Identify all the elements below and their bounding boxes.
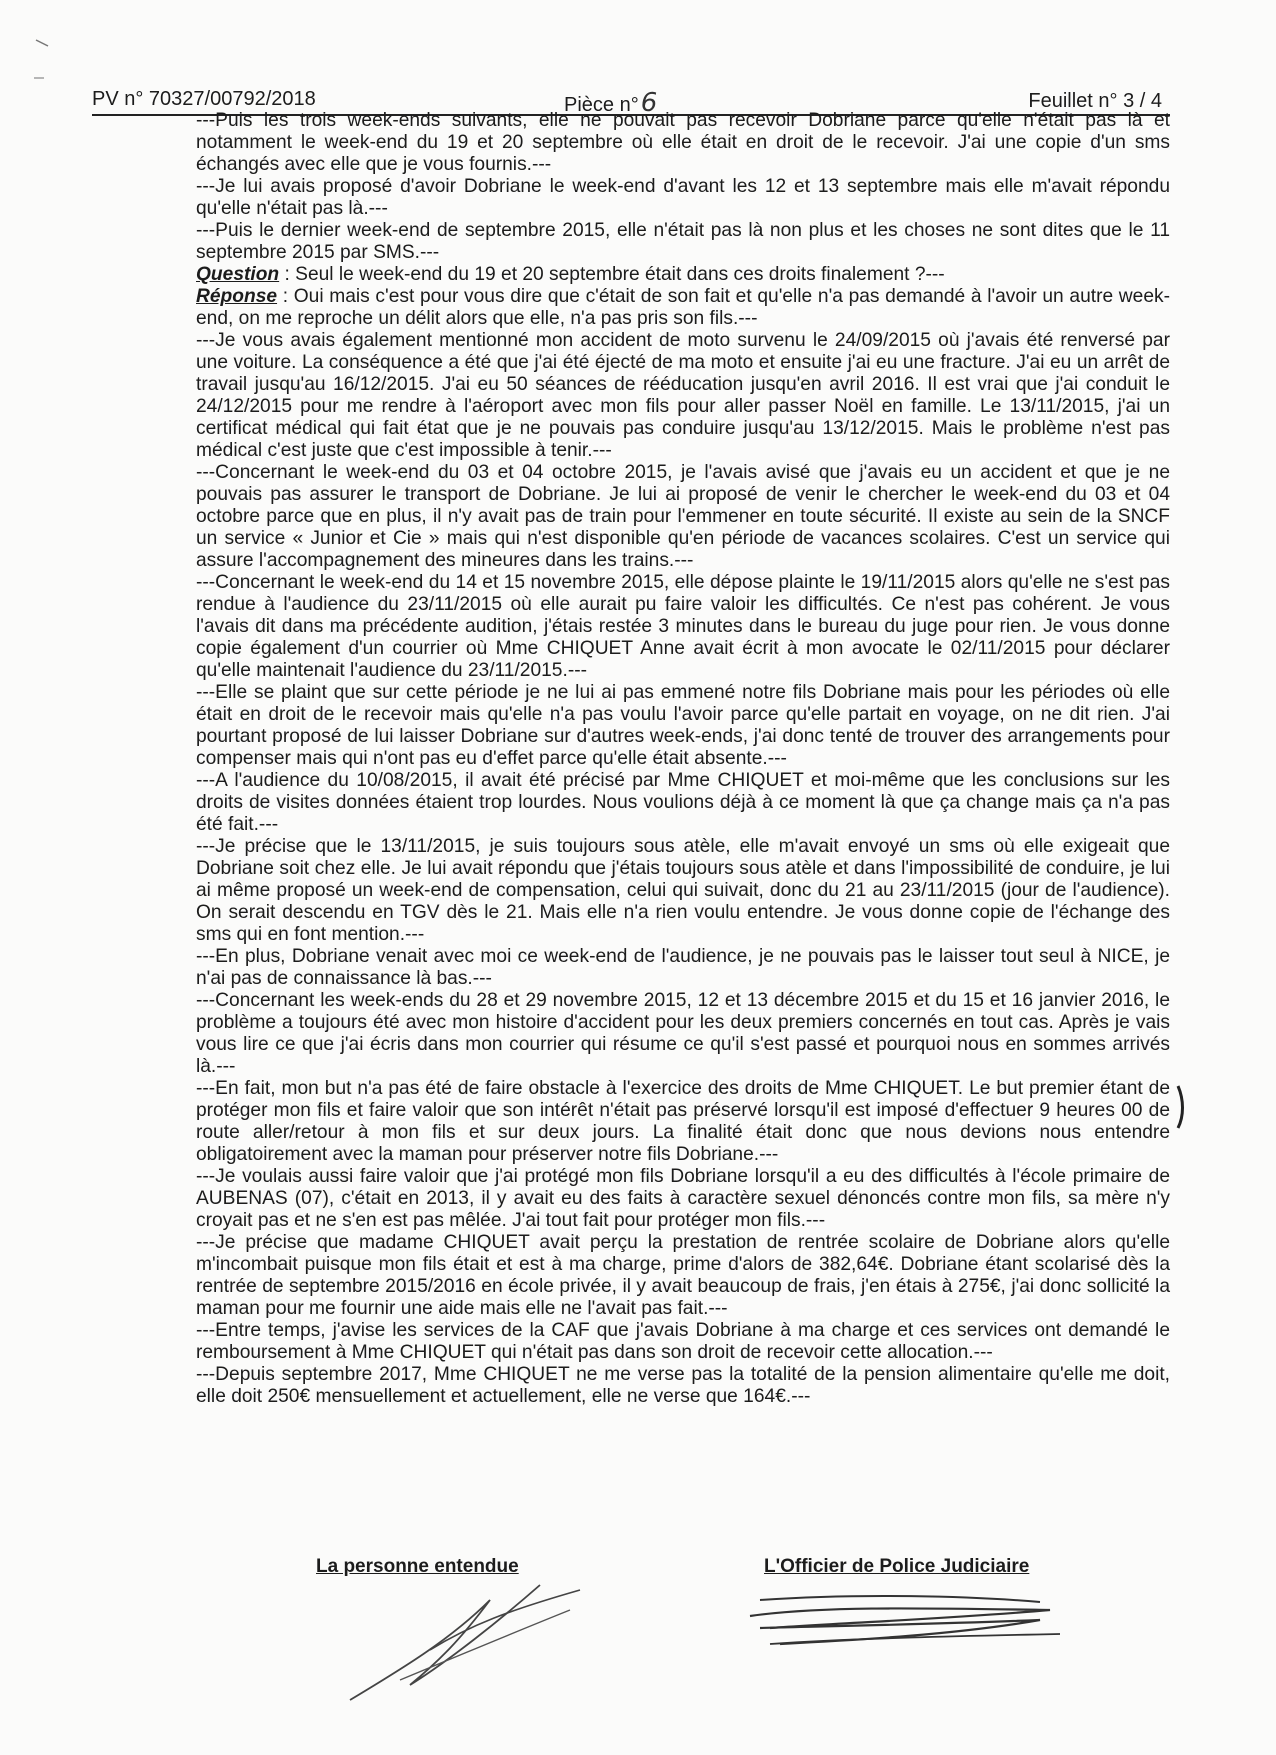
paragraph-text: ---Je précise que le 13/11/2015, je suis toujours sous atèle, elle m'avait envoyé un sms où elle exigeait que Dobriane soit chez elle. Je lui avait répondu que j'étais toujours sous atèle et dans l'impossibilité de conduire, je lui ai même proposé un week-end de compensation, celui qui suivait, donc du 21 au 23/11/2015 (jour de l'audience). On serait descendu en TGV dès le 21. Mais elle n'a rien voulu entendre. Je vous donne copie de l'échange des sms qui en font mention.--- xyxy=(196,836,1170,945)
pv-number: PV n° 70327/00792/2018 xyxy=(92,88,316,110)
paragraph-text: ---Je vous avais également mentionné mon accident de moto survenu le 24/09/2015 où j'avais été renversé par une voiture. La conséquence a été que j'ai été éjecté de ma moto et ensuite j'ai eu une fracture. J'ai eu un arrêt de travail jusqu'au 16/12/2015. J'ai eu 50 séances de rééducation jusqu'en avril 2016. Il est vrai que j'ai conduit le 24/12/2015 pour me rendre à l'aéroport avec mon fils pour aller passer Noël en famille. Le 13/11/2015, j'ai un certificat médical qui fait état que je ne pouvais pas conduire jusqu'au 13/12/2015. Mais le problème n'est pas médical c'est juste que c'est impossible à tenir.--- xyxy=(196,330,1170,461)
paragraph-text: : Seul le week-end du 19 et 20 septembre était dans ces droits finalement ?--- xyxy=(279,264,945,285)
paragraph-text: ---Je précise que madame CHIQUET avait perçu la prestation de rentrée scolaire de Dobriane alors qu'elle m'incombait puisque mon fils était et est à ma charge, prime d'alors de 382,64€. Dobriane étant scolarisé dès la rentrée de septembre 2015/2016 en école privée, il y avait beaucoup de frais, j'en étais à 275€, j'ai donc sollicité la maman pour me fournir une aide mais elle ne l'avait pas fait.--- xyxy=(196,1232,1170,1319)
officer-signature-label: L'Officier de Police Judiciaire xyxy=(764,1556,1030,1577)
paragraph-text: ---Depuis septembre 2017, Mme CHIQUET ne me verse pas la totalité de la pension alimentaire qu'elle me doit, elle doit 250€ mensuellement et actuellement, elle ne verse que 164€.--- xyxy=(196,1364,1170,1407)
paragraph-text: : Oui mais c'est pour vous dire que c'était de son fait et qu'elle n'a pas demandé à l'avoir un autre week-end, on me reproche un délit alors que elle, n'a pas pris son fils.--- xyxy=(196,286,1170,329)
paragraph-text: ---En fait, mon but n'a pas été de faire obstacle à l'exercice des droits de Mme CHIQUET. Le but premier étant de protéger mon fils et faire valoir que son intérêt n'était pas préservé lorsqu'il est imposé d'effectuer 9 heures 00 de route aller/retour à mon fils et sur deux jours. La finalité était donc que nous devions nous entendre obligatoirement avec la maman pour préserver notre fils Dobriane.--- xyxy=(196,1078,1170,1165)
paragraph-text: ---A l'audience du 10/08/2015, il avait été précisé par Mme CHIQUET et moi-même que les conclusions sur les droits de visites données étaient trop lourdes. Nous voulions déjà à ce moment là que ça change mais ça n'a pas été fait.--- xyxy=(196,770,1170,835)
piece-handwritten-number: 6 xyxy=(640,88,658,118)
paragraph-text: ---En plus, Dobriane venait avec moi ce week-end de l'audience, je ne pouvais pas le laisser tout seul à NICE, je n'ai pas de connaissance là bas.--- xyxy=(196,946,1170,989)
paragraph-text: ---Concernant les week-ends du 28 et 29 novembre 2015, 12 et 13 décembre 2015 et du 15 et 16 janvier 2016, le problème a toujours été avec mon histoire d'accident pour les deux premiers concernés en tout cas. Après je vais vous lire ce que j'ai écris dans mon courrier qui résume ce qu'il s'est passé et pourquoi nous en sommes arrivés là.--- xyxy=(196,990,1170,1077)
paragraph-text: ---Puis les trois week-ends suivants, elle ne pouvait pas recevoir Dobriane parce qu'elle n'était pas là et notamment le week-end du 19 et 20 septembre où elle était en droit de le recevoir. J'ai une copie d'un sms échangés avec elle que je vous fournis.--- xyxy=(196,110,1170,175)
paragraph-text: ---Puis le dernier week-end de septembre 2015, elle n'était pas là non plus et les choses ne sont dites que le 11 septembre 2015 par SMS.--- xyxy=(196,220,1170,263)
piece-number: Pièce n°6 xyxy=(564,88,658,118)
paragraph-text: ---Entre temps, j'avise les services de la CAF que j'avais Dobriane à ma charge et ces services ont demandé le remboursement à Mme CHIQUET qui n'était pas dans son droit de recevoir cette allocation.--- xyxy=(196,1320,1170,1363)
paragraph-text: ---Je lui avais proposé d'avoir Dobriane le week-end d'avant les 12 et 13 septembre mais elle m'avait répondu qu'elle n'était pas là.--- xyxy=(196,176,1170,219)
paragraph-text: ---Je voulais aussi faire valoir que j'ai protégé mon fils Dobriane lorsqu'il a eu des difficultés à l'école primaire de AUBENAS (07), c'était en 2013, il y avait eu des faits à caractère sexuel dénoncés contre mon fils, sa mère n'y croyait pas et ne s'en est pas mêlée. J'ai tout fait pour protéger mon fils.--- xyxy=(196,1166,1170,1231)
paragraph-text: ---Concernant le week-end du 14 et 15 novembre 2015, elle dépose plainte le 19/11/2015 alors qu'elle ne s'est pas rendue à l'audience du 23/11/2015 où elle aurait pu faire valoir les difficultés. Ce n'est pas cohérent. Je vous l'avais dit dans ma précédente audition, j'étais restée 3 minutes dans le bureau du juge pour rien. Je vous donne copie également d'un courrier où Mme CHIQUET Anne avait écrit à mon avocate le 02/11/2015 pour déclarer qu'elle maintenait l'audience du 23/11/2015.--- xyxy=(196,572,1170,681)
paragraph-label: Réponse xyxy=(196,286,278,307)
paragraph-label: Question xyxy=(196,264,280,285)
paragraph-text: ---Elle se plaint que sur cette période je ne lui ai pas emmené notre fils Dobriane mais pour les périodes où elle était en droit de le recevoir mais qu'elle n'a pas voulu l'avoir parce qu'elle partait en voyage, on ne dit rien. J'ai pourtant proposé de lui laisser Dobriane sur d'autres week-ends, j'ai donc tenté de trouver des arrangements pour compenser mais qui n'ont pas eu d'effet parce qu'elle était absente.--- xyxy=(196,682,1170,769)
interviewee-signature-label: La personne entendue xyxy=(316,1556,519,1577)
paragraph-text: ---Concernant le week-end du 03 et 04 octobre 2015, je l'avais avisé que j'avais eu un accident et que je ne pouvais pas assurer le transport de Dobriane. Je lui ai proposé de venir le chercher le week-end du 03 et 04 octobre parce que en plus, il n'y avait pas de train pour l'emmener en toute sécurité. Il existe au sein de la SNCF un service « Junior et Cie » mais qui n'est disponible qu'en période de vacances scolaires. C'est un service qui assure l'accompagnement des mineures dans les trains.--- xyxy=(196,462,1170,571)
sheet-number: Feuillet n° 3 / 4 xyxy=(1028,90,1162,112)
